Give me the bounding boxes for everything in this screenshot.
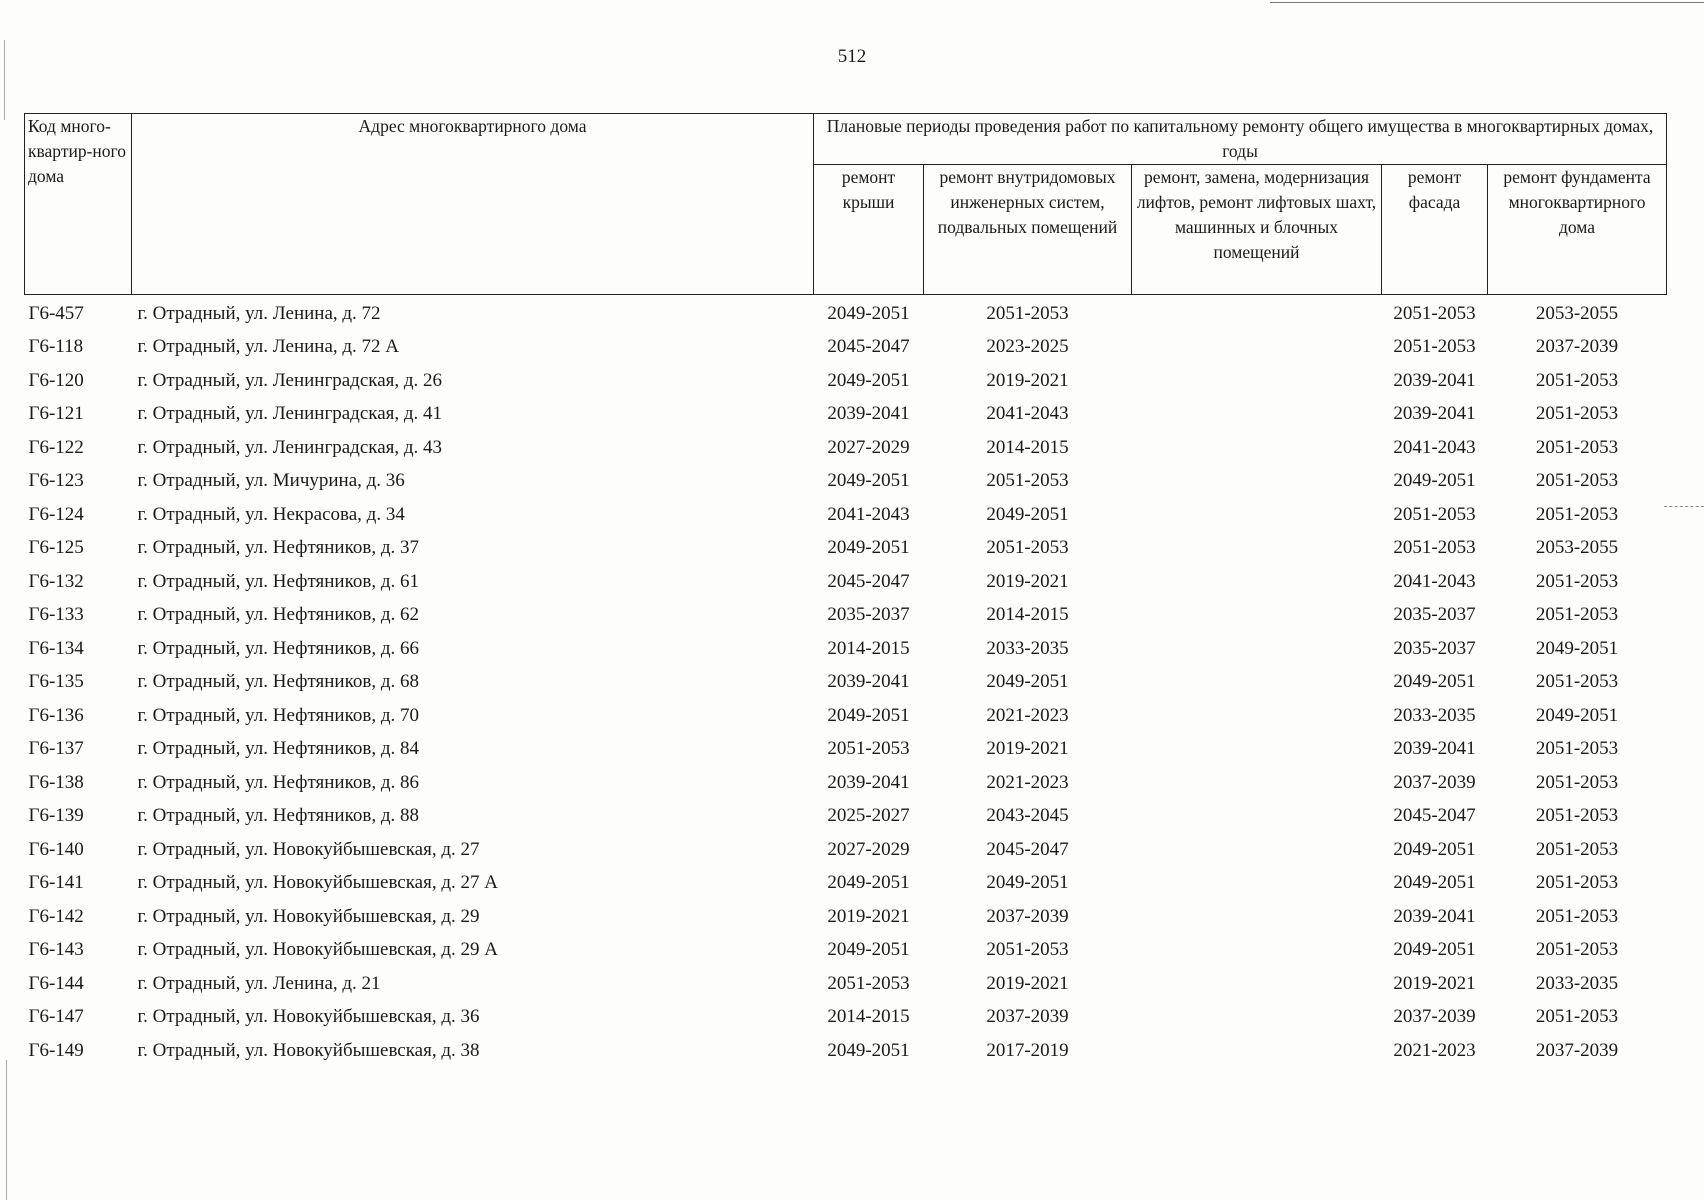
row-elevators xyxy=(1132,532,1382,566)
row-foundation: 2051-2053 xyxy=(1535,403,1619,425)
row-elevators xyxy=(1132,431,1382,465)
row-facade: 2049-2051 xyxy=(1393,872,1476,894)
row-facade: 2049-2051 xyxy=(1393,470,1476,492)
table-row xyxy=(25,431,1667,465)
row-roof: 2025-2027 xyxy=(827,805,910,827)
table-row xyxy=(25,498,1667,532)
row-facade: 2019-2021 xyxy=(1393,972,1476,994)
table-row xyxy=(25,666,1667,700)
table-header xyxy=(25,114,1667,295)
row-elevators xyxy=(1132,967,1382,1001)
row-code: Г6-139 xyxy=(28,805,84,827)
row-facade: 2049-2051 xyxy=(1393,671,1476,693)
row-facade: 2051-2053 xyxy=(1393,302,1476,324)
row-foundation: 2051-2053 xyxy=(1535,470,1619,492)
row-address: г. Отрадный, ул. Нефтяников, д. 62 xyxy=(137,604,419,626)
table-body xyxy=(25,295,1667,1068)
row-foundation: 2051-2053 xyxy=(1535,805,1619,827)
row-engineering: 2037-2039 xyxy=(986,905,1069,927)
table-row xyxy=(25,465,1667,499)
row-address: г. Отрадный, ул. Ленинградская, д. 43 xyxy=(137,436,443,458)
row-engineering: 2043-2045 xyxy=(986,805,1069,827)
row-code: Г6-118 xyxy=(28,336,84,358)
row-code: Г6-136 xyxy=(28,704,84,726)
row-foundation: 2049-2051 xyxy=(1535,637,1619,659)
header-roof: ремонт крыши xyxy=(814,165,924,295)
row-roof: 2045-2047 xyxy=(827,336,910,358)
row-foundation: 2051-2053 xyxy=(1535,369,1619,391)
table-row xyxy=(25,398,1667,432)
row-address: г. Отрадный, ул. Ленина, д. 72 А xyxy=(137,336,400,358)
header-foundation: ремонт фундамента многоквартирного дома xyxy=(1488,165,1667,295)
row-roof: 2035-2037 xyxy=(827,604,910,626)
row-address: г. Отрадный, ул. Новокуйбышевская, д. 29 А xyxy=(137,939,498,961)
row-address: г. Отрадный, ул. Нефтяников, д. 68 xyxy=(137,671,419,693)
header-periods: Плановые периоды проведения работ по капитальному ремонту общего имущества в многоквартирных домах, годы xyxy=(814,114,1667,165)
row-code: Г6-147 xyxy=(28,1006,84,1028)
row-elevators xyxy=(1132,934,1382,968)
table-row xyxy=(25,967,1667,1001)
row-code: Г6-124 xyxy=(28,503,84,525)
table-row xyxy=(25,800,1667,834)
row-roof: 2049-2051 xyxy=(827,369,910,391)
row-facade: 2041-2043 xyxy=(1393,570,1476,592)
row-engineering: 2037-2039 xyxy=(986,1006,1069,1028)
table-row xyxy=(25,565,1667,599)
table-row xyxy=(25,867,1667,901)
row-code: Г6-144 xyxy=(28,972,84,994)
row-code: Г6-134 xyxy=(28,637,84,659)
row-foundation: 2033-2035 xyxy=(1535,972,1619,994)
row-foundation: 2051-2053 xyxy=(1535,838,1619,860)
table-row xyxy=(25,295,1667,331)
row-engineering: 2051-2053 xyxy=(986,470,1069,492)
row-roof: 2051-2053 xyxy=(827,738,910,760)
table-row xyxy=(25,900,1667,934)
right-margin-dash xyxy=(1664,506,1704,508)
row-facade: 2039-2041 xyxy=(1393,403,1476,425)
table-row xyxy=(25,331,1667,365)
row-engineering: 2021-2023 xyxy=(986,771,1069,793)
row-elevators xyxy=(1132,733,1382,767)
row-facade: 2049-2051 xyxy=(1393,939,1476,961)
row-address: г. Отрадный, ул. Мичурина, д. 36 xyxy=(137,470,405,492)
row-elevators xyxy=(1132,666,1382,700)
row-code: Г6-138 xyxy=(28,771,84,793)
page-number: 512 xyxy=(837,46,867,67)
row-roof: 2051-2053 xyxy=(827,972,910,994)
row-roof: 2045-2047 xyxy=(827,570,910,592)
header-facade: ремонт фасада xyxy=(1382,165,1488,295)
row-roof: 2019-2021 xyxy=(827,905,910,927)
table-row xyxy=(25,766,1667,800)
row-code: Г6-143 xyxy=(28,939,84,961)
row-code: Г6-149 xyxy=(28,1039,84,1061)
row-engineering: 2017-2019 xyxy=(986,1039,1069,1061)
row-engineering: 2023-2025 xyxy=(986,336,1069,358)
row-code: Г6-121 xyxy=(28,403,84,425)
row-foundation: 2051-2053 xyxy=(1535,939,1619,961)
row-facade: 2051-2053 xyxy=(1393,537,1476,559)
row-facade: 2051-2053 xyxy=(1393,336,1476,358)
row-address: г. Отрадный, ул. Новокуйбышевская, д. 27 xyxy=(137,838,480,860)
row-elevators xyxy=(1132,599,1382,633)
row-engineering: 2049-2051 xyxy=(986,872,1069,894)
row-engineering: 2049-2051 xyxy=(986,671,1069,693)
row-foundation: 2051-2053 xyxy=(1535,905,1619,927)
row-roof: 2039-2041 xyxy=(827,403,910,425)
row-address: г. Отрадный, ул. Нефтяников, д. 37 xyxy=(137,537,419,559)
row-code: Г6-125 xyxy=(28,537,84,559)
row-code: Г6-141 xyxy=(28,872,84,894)
row-engineering: 2051-2053 xyxy=(986,302,1069,324)
table-row xyxy=(25,833,1667,867)
row-foundation: 2051-2053 xyxy=(1535,1006,1619,1028)
row-facade: 2035-2037 xyxy=(1393,637,1476,659)
row-roof: 2014-2015 xyxy=(827,1006,910,1028)
row-code: Г6-140 xyxy=(28,838,84,860)
row-engineering: 2021-2023 xyxy=(986,704,1069,726)
row-roof: 2049-2051 xyxy=(827,872,910,894)
row-engineering: 2051-2053 xyxy=(986,939,1069,961)
repair-schedule-table xyxy=(24,113,1667,1068)
row-foundation: 2037-2039 xyxy=(1535,336,1619,358)
row-engineering: 2045-2047 xyxy=(986,838,1069,860)
row-roof: 2049-2051 xyxy=(827,939,910,961)
row-foundation: 2051-2053 xyxy=(1535,771,1619,793)
row-foundation: 2051-2053 xyxy=(1535,671,1619,693)
row-elevators xyxy=(1132,900,1382,934)
row-address: г. Отрадный, ул. Нефтяников, д. 61 xyxy=(137,570,419,592)
table-row xyxy=(25,632,1667,666)
row-facade: 2021-2023 xyxy=(1393,1039,1476,1061)
row-elevators xyxy=(1132,331,1382,365)
table-row xyxy=(25,364,1667,398)
row-elevators xyxy=(1132,1001,1382,1035)
row-roof: 2027-2029 xyxy=(827,436,910,458)
row-foundation: 2053-2055 xyxy=(1535,302,1619,324)
table-row xyxy=(25,934,1667,968)
row-address: г. Отрадный, ул. Ленинградская, д. 26 xyxy=(137,369,443,391)
row-engineering: 2019-2021 xyxy=(986,738,1069,760)
row-facade: 2041-2043 xyxy=(1393,436,1476,458)
row-foundation: 2051-2053 xyxy=(1535,872,1619,894)
row-foundation: 2053-2055 xyxy=(1535,537,1619,559)
row-address: г. Отрадный, ул. Нефтяников, д. 70 xyxy=(137,704,419,726)
row-foundation: 2051-2053 xyxy=(1535,604,1619,626)
row-foundation: 2051-2053 xyxy=(1535,738,1619,760)
row-address: г. Отрадный, ул. Нефтяников, д. 84 xyxy=(137,738,419,760)
table-row xyxy=(25,699,1667,733)
table-row xyxy=(25,1001,1667,1035)
row-facade: 2039-2041 xyxy=(1393,369,1476,391)
row-engineering: 2041-2043 xyxy=(986,403,1069,425)
row-address: г. Отрадный, ул. Ленина, д. 72 xyxy=(137,302,381,324)
header-engineering: ремонт внутридомовых инженерных систем, подвальных помещений xyxy=(924,165,1132,295)
row-roof: 2049-2051 xyxy=(827,1039,910,1061)
row-facade: 2039-2041 xyxy=(1393,905,1476,927)
row-elevators xyxy=(1132,766,1382,800)
row-foundation: 2051-2053 xyxy=(1535,436,1619,458)
top-border-line xyxy=(1270,2,1704,3)
row-roof: 2039-2041 xyxy=(827,671,910,693)
row-roof: 2014-2015 xyxy=(827,637,910,659)
row-engineering: 2049-2051 xyxy=(986,503,1069,525)
left-margin-line-bottom xyxy=(6,1060,7,1200)
row-roof: 2039-2041 xyxy=(827,771,910,793)
row-elevators xyxy=(1132,800,1382,834)
row-code: Г6-123 xyxy=(28,470,84,492)
row-engineering: 2051-2053 xyxy=(986,537,1069,559)
row-foundation: 2051-2053 xyxy=(1535,570,1619,592)
row-address: г. Отрадный, ул. Ленинградская, д. 41 xyxy=(137,403,443,425)
row-elevators xyxy=(1132,565,1382,599)
row-address: г. Отрадный, ул. Некрасова, д. 34 xyxy=(137,503,405,525)
table-row xyxy=(25,532,1667,566)
row-elevators xyxy=(1132,1034,1382,1068)
table-row xyxy=(25,1034,1667,1068)
row-roof: 2027-2029 xyxy=(827,838,910,860)
row-facade: 2051-2053 xyxy=(1393,503,1476,525)
row-address: г. Отрадный, ул. Ленина, д. 21 xyxy=(137,972,381,994)
row-facade: 2049-2051 xyxy=(1393,838,1476,860)
row-elevators xyxy=(1132,398,1382,432)
row-code: Г6-142 xyxy=(28,905,84,927)
row-elevators xyxy=(1132,867,1382,901)
row-elevators xyxy=(1132,295,1382,331)
header-address: Адрес многоквартирного дома xyxy=(132,114,814,295)
row-code: Г6-457 xyxy=(28,302,84,324)
header-elevators: ремонт, замена, модернизация лифтов, ремонт лифтовых шахт, машинных и блочных помещений xyxy=(1132,165,1382,295)
row-elevators xyxy=(1132,364,1382,398)
row-roof: 2041-2043 xyxy=(827,503,910,525)
row-foundation: 2051-2053 xyxy=(1535,503,1619,525)
row-roof: 2049-2051 xyxy=(827,470,910,492)
row-code: Г6-132 xyxy=(28,570,84,592)
row-address: г. Отрадный, ул. Нефтяников, д. 66 xyxy=(137,637,419,659)
row-roof: 2049-2051 xyxy=(827,537,910,559)
row-code: Г6-122 xyxy=(28,436,84,458)
row-code: Г6-120 xyxy=(28,369,84,391)
row-engineering: 2019-2021 xyxy=(986,570,1069,592)
row-address: г. Отрадный, ул. Нефтяников, д. 86 xyxy=(137,771,419,793)
row-address: г. Отрадный, ул. Новокуйбышевская, д. 27 А xyxy=(137,872,498,894)
row-facade: 2045-2047 xyxy=(1393,805,1476,827)
row-foundation: 2049-2051 xyxy=(1535,704,1619,726)
row-address: г. Отрадный, ул. Новокуйбышевская, д. 38 xyxy=(137,1039,480,1061)
row-code: Г6-135 xyxy=(28,671,84,693)
row-address: г. Отрадный, ул. Нефтяников, д. 88 xyxy=(137,805,419,827)
row-elevators xyxy=(1132,498,1382,532)
row-address: г. Отрадный, ул. Новокуйбышевская, д. 29 xyxy=(137,905,480,927)
row-foundation: 2037-2039 xyxy=(1535,1039,1619,1061)
row-address: г. Отрадный, ул. Новокуйбышевская, д. 36 xyxy=(137,1006,480,1028)
row-elevators xyxy=(1132,632,1382,666)
row-facade: 2039-2041 xyxy=(1393,738,1476,760)
row-engineering: 2019-2021 xyxy=(986,369,1069,391)
row-roof: 2049-2051 xyxy=(827,302,910,324)
row-roof: 2049-2051 xyxy=(827,704,910,726)
header-code: Код много-квартир-ного дома xyxy=(25,114,132,295)
row-facade: 2037-2039 xyxy=(1393,1006,1476,1028)
row-elevators xyxy=(1132,465,1382,499)
row-code: Г6-133 xyxy=(28,604,84,626)
table-row xyxy=(25,733,1667,767)
row-elevators xyxy=(1132,699,1382,733)
row-elevators xyxy=(1132,833,1382,867)
row-facade: 2035-2037 xyxy=(1393,604,1476,626)
row-engineering: 2019-2021 xyxy=(986,972,1069,994)
row-code: Г6-137 xyxy=(28,738,84,760)
row-facade: 2033-2035 xyxy=(1393,704,1476,726)
row-facade: 2037-2039 xyxy=(1393,771,1476,793)
row-engineering: 2014-2015 xyxy=(986,604,1069,626)
row-engineering: 2014-2015 xyxy=(986,436,1069,458)
table-row xyxy=(25,599,1667,633)
row-engineering: 2033-2035 xyxy=(986,637,1069,659)
